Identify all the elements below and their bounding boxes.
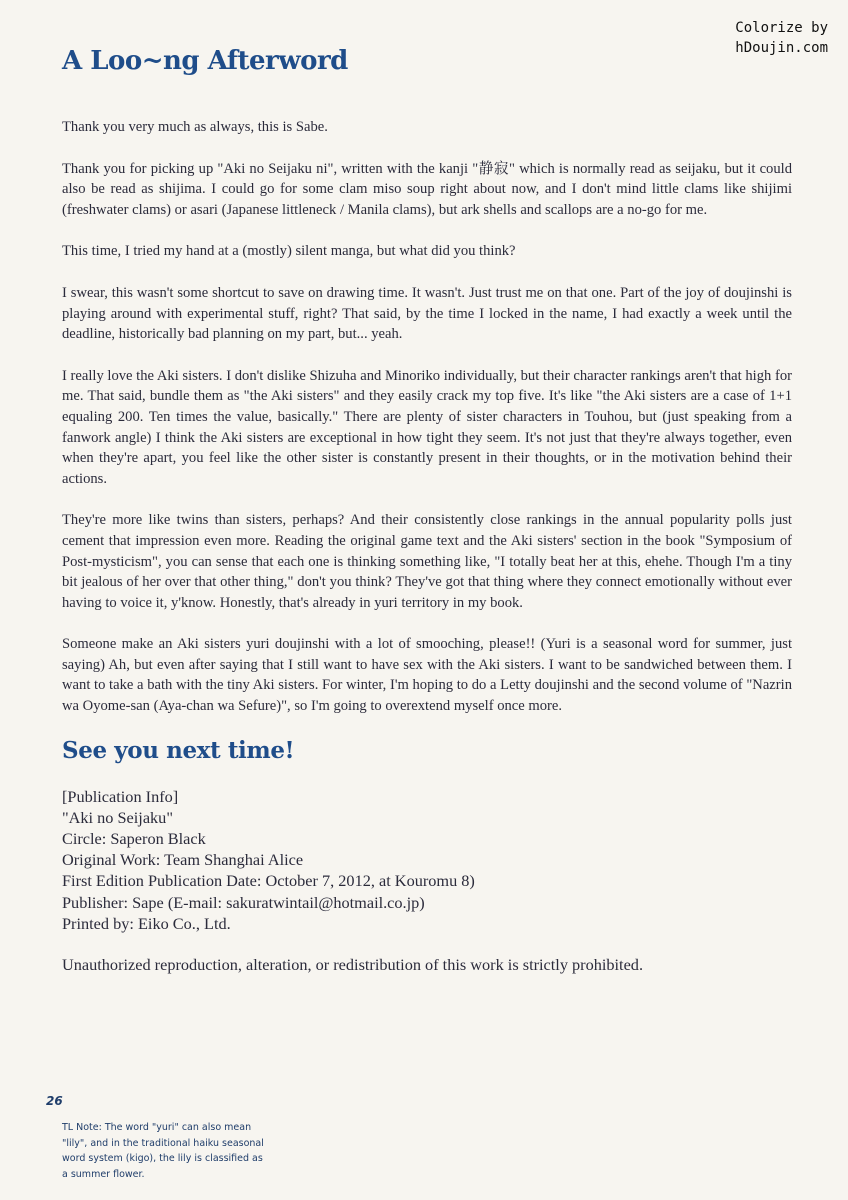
afterword-heading: A Loo~ng Afterword xyxy=(62,46,348,76)
publication-publisher: Publisher: Sape (E-mail: sakuratwintail@hotmail.co.jp) xyxy=(62,892,425,912)
watermark-line: Colorize by xyxy=(735,20,828,36)
tl-note-line: TL Note: The word "yuri" can also mean xyxy=(62,1122,252,1133)
publication-info xyxy=(62,786,792,934)
paragraph-title: Thank you for picking up "Aki no Seijaku ni", written with the kanji "静寂" which is normally read as seijaku, but it could also be read as shijima. I could go for some clam miso soup right about now, and I don't mind little clams like shijimi (freshwater clams) or asari (Japanese littleneck / Manila clams), but ark shells and scallops are a no-go for me. xyxy=(62,160,792,218)
page-number: 26 xyxy=(46,1094,63,1108)
paragraph-silent-manga: This time, I tried my hand at a (mostly) silent manga, but what did you think? xyxy=(62,243,516,260)
translator-note xyxy=(62,1120,302,1182)
copyright-notice: Unauthorized reproduction, alteration, or redistribution of this work is strictly prohibited. xyxy=(62,955,644,975)
paragraph-request: Someone make an Aki sisters yuri doujinshi with a lot of smooching, please!! (Yuri is a seasonal word for summer, just saying) Ah, but even after saying that I still want to have sex with the Aki sisters. I want to be sandwiched between them. I want to take a bath with the tiny Aki sisters. For winter, I'm hoping to do a Letty doujinshi and the second volume of "Nazrin wa Oyome-san (Aya-chan wa Sefure)", so I'm going to overextend myself once more. xyxy=(62,636,792,715)
paragraph-twins: They're more like twins than sisters, perhaps? And their consistently close rankings in the annual popularity polls just cement that impression even more. Reading the original game text and the Aki sisters' section in the book "Symposium of Post-mysticism", you can sense that each one is thinking something like, "I totally beat her at this, ehehe. Though I'm a tiny bit jealous of her over that other thing," don't you think? They've got that thing where they connect emotionally without ever having to voice it, y'know. Honestly, that's already in yuri territory in my book. xyxy=(62,512,792,611)
tl-note-line: "lily", and in the traditional haiku seasonal xyxy=(62,1137,264,1149)
afterword-page xyxy=(62,46,792,976)
tl-note-line: word system (kigo), the lily is classified as xyxy=(62,1153,263,1164)
watermark-line: hDoujin.com xyxy=(735,40,828,56)
publication-original-work: Original Work: Team Shanghai Alice xyxy=(62,850,304,870)
publication-info-header: [Publication Info] xyxy=(62,786,179,806)
paragraph-greeting: Thank you very much as always, this is Sabe. xyxy=(62,119,328,135)
publication-circle: Circle: Saperon Black xyxy=(62,829,206,849)
closing-heading: See you next time! xyxy=(62,736,295,764)
tl-note-line: a summer flower. xyxy=(62,1168,145,1180)
publication-title: "Aki no Seijaku" xyxy=(62,807,173,827)
publication-printer: Printed by: Eiko Co., Ltd. xyxy=(62,913,231,933)
heading-block xyxy=(62,46,792,80)
publication-date: First Edition Publication Date: October 7, 2012, at Kouromu 8) xyxy=(62,871,475,891)
paragraph-shortcut: I swear, this wasn't some shortcut to save on drawing time. It wasn't. Just trust me on that one. Part of the joy of doujinshi is playing around with experimental stuff, right? That said, by the time I locked in the name, I had exactly a week until the deadline, historically bad planning on my part, but... yeah. xyxy=(62,284,792,343)
paragraph-aki-sisters: I really love the Aki sisters. I don't dislike Shizuha and Minoriko individually, but their character rankings aren't that high for me. That said, bundle them as "the Aki sisters" and they easily crack my top five. It's like "the Aki sisters are a case of 1+1 equaling 200. Ten times the value, basically." There are plenty of sister characters in Touhou, but (just speaking from a fanwork angle) I think the Aki sisters are exceptional in how tight they seem. It's not just that they're always together, even when they're apart, you feel like the other sister is constantly present in their thoughts, or in the motivation behind their actions. xyxy=(62,367,792,487)
